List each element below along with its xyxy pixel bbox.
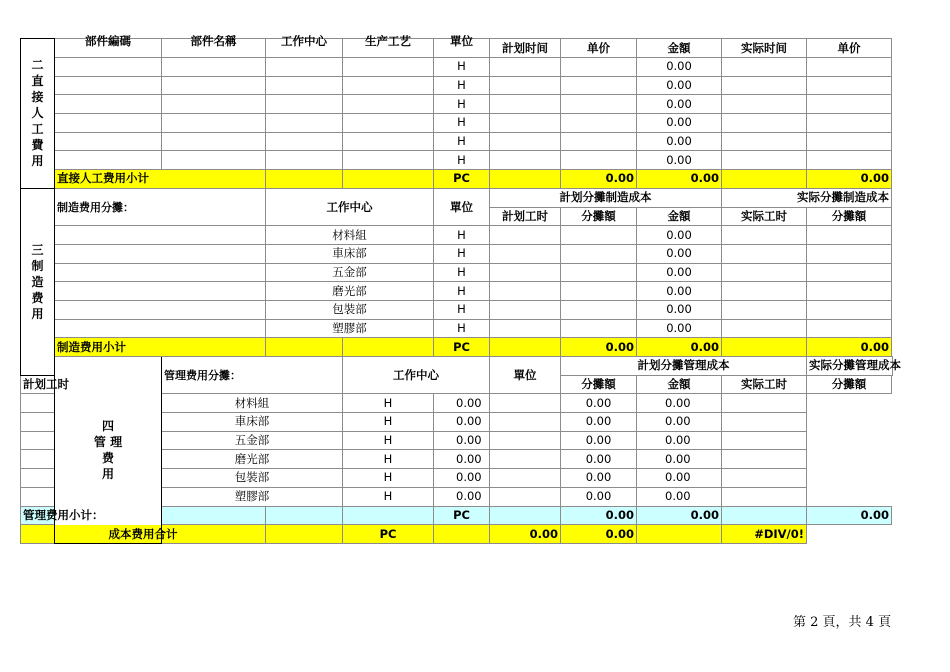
mfg-work-center-cell[interactable]: 材料組 [266, 226, 434, 245]
mgmt-actual-hours-header[interactable]: 实际工时 [722, 375, 807, 394]
mgmt-allocation-cell[interactable] [490, 487, 561, 506]
mfg-amount-cell[interactable]: 0.00 [637, 282, 722, 301]
mgmt-actual-allocation-header[interactable]: 分攤額 [807, 375, 892, 394]
mgmt-plan-hours-cell[interactable]: 0.00 [434, 469, 490, 488]
mfg-amount-cell[interactable]: 0.00 [637, 319, 722, 338]
mfg-allocation-cell[interactable] [561, 226, 637, 245]
mfg-row [21, 300, 893, 319]
mgmt-subtotal-blank[interactable] [343, 506, 434, 525]
mfg-label-header[interactable]: 制造费用分攤： [55, 188, 266, 225]
mgmt-amount-cell[interactable]: 0.00 [561, 469, 637, 488]
mgmt-blank-cell[interactable] [21, 450, 162, 469]
mfg-plan-hours-cell[interactable] [490, 263, 561, 282]
mgmt-row [21, 431, 893, 450]
mgmt-subtotal-allocation[interactable]: 0.00 [561, 506, 637, 525]
mgmt-subtotal-label[interactable]: 管理费用小计： [21, 506, 55, 525]
mfg-actual-allocation-header[interactable]: 分攤額 [807, 207, 892, 226]
labor-subtotal-actual-time[interactable] [722, 170, 807, 189]
actual-unit-price-cell[interactable] [807, 132, 892, 151]
mgmt-row [21, 394, 893, 413]
mfg-plan-hours-cell[interactable] [490, 282, 561, 301]
labor-subtotal-unit-price[interactable]: 0.00 [561, 170, 637, 189]
mfg-row [21, 263, 893, 282]
unit-price-header[interactable]: 单价 [561, 39, 637, 58]
labor-cell[interactable] [266, 114, 343, 133]
mgmt-actual-hours-cell[interactable]: 0.00 [637, 431, 722, 450]
mfg-blank-cell[interactable] [55, 319, 266, 338]
mfg-actual-allocation-cell[interactable] [807, 319, 892, 338]
unit-cell[interactable]: H [434, 132, 490, 151]
mfg-row [21, 319, 893, 338]
mgmt-actual-allocation-cell[interactable] [722, 487, 807, 506]
mgmt-allocation-cell[interactable] [490, 450, 561, 469]
mfg-amount-cell[interactable]: 0.00 [637, 263, 722, 282]
mgmt-plan-group-header[interactable]: 計划分攤管理成本 [561, 357, 807, 376]
unit-cell[interactable]: H [434, 151, 490, 170]
mgmt-amount-cell[interactable]: 0.00 [561, 450, 637, 469]
mfg-actual-hours-cell[interactable] [722, 300, 807, 319]
cost-sheet-table [20, 34, 901, 544]
amount-cell[interactable]: 0.00 [637, 132, 722, 151]
grand-total-label[interactable]: 成本费用合计 [21, 525, 266, 544]
mgmt-row [21, 413, 893, 432]
mgmt-work-center-cell[interactable]: 五金部 [162, 431, 343, 450]
mgmt-work-center-cell[interactable]: 包裝部 [162, 469, 343, 488]
mfg-actual-allocation-cell[interactable] [807, 282, 892, 301]
actual-time-cell[interactable] [722, 114, 807, 133]
mgmt-amount-cell[interactable]: 0.00 [561, 487, 637, 506]
process-header[interactable]: 生产工艺 [343, 39, 434, 58]
mgmt-row [21, 469, 893, 488]
mfg-subtotal-unit[interactable]: PC [434, 338, 490, 357]
mfg-plan-hours-cell[interactable] [490, 319, 561, 338]
grand-total-blank[interactable] [266, 525, 343, 544]
mfg-subtotal-blank[interactable] [266, 338, 343, 357]
mgmt-row [21, 450, 893, 469]
labor-cell[interactable] [266, 76, 343, 95]
mgmt-unit-header[interactable]: 單位 [490, 357, 561, 394]
actual-time-cell[interactable] [722, 76, 807, 95]
labor-subtotal-amount[interactable]: 0.00 [637, 170, 722, 189]
mfg-unit-cell[interactable]: H [434, 263, 490, 282]
mgmt-blank-cell[interactable] [21, 394, 162, 413]
labor-cell[interactable] [343, 132, 434, 151]
actual-time-cell[interactable] [722, 58, 807, 77]
mgmt-actual-hours-cell[interactable]: 0.00 [637, 450, 722, 469]
mgmt-allocation-cell[interactable] [490, 431, 561, 450]
mgmt-subtotal-actual-allocation[interactable]: 0.00 [807, 506, 892, 525]
mgmt-work-center-cell[interactable]: 車床部 [162, 413, 343, 432]
plan-time-cell[interactable] [490, 58, 561, 77]
mgmt-allocation-cell[interactable] [490, 413, 561, 432]
mfg-allocation-cell[interactable] [561, 319, 637, 338]
mgmt-actual-allocation-cell[interactable] [722, 394, 807, 413]
mfg-allocation-cell[interactable] [561, 263, 637, 282]
mfg-amount-cell[interactable]: 0.00 [637, 300, 722, 319]
labor-row [21, 151, 893, 170]
mgmt-label-header[interactable]: 管理费用分攤： [162, 357, 343, 394]
labor-cell[interactable] [266, 151, 343, 170]
mgmt-actual-allocation-cell[interactable] [722, 413, 807, 432]
amount-header[interactable]: 金額 [637, 39, 722, 58]
mfg-subtotal-row [21, 338, 893, 357]
mfg-allocation-header[interactable]: 分攤額 [561, 207, 637, 226]
mfg-plan-hours-cell[interactable] [490, 300, 561, 319]
mfg-actual-allocation-cell[interactable] [807, 300, 892, 319]
mgmt-blank-cell[interactable] [21, 431, 162, 450]
plan-time-cell[interactable] [490, 95, 561, 114]
mgmt-actual-hours-cell[interactable]: 0.00 [637, 469, 722, 488]
labor-subtotal-blank[interactable] [343, 170, 434, 189]
labor-cell[interactable] [162, 114, 266, 133]
mgmt-amount-cell[interactable]: 0.00 [561, 394, 637, 413]
plan-time-cell[interactable] [490, 114, 561, 133]
grand-total-actual-allocation[interactable]: #DIV/0! [722, 525, 807, 544]
mfg-unit-cell[interactable]: H [434, 226, 490, 245]
mfg-work-center-cell[interactable]: 車床部 [266, 244, 434, 263]
actual-time-cell[interactable] [722, 151, 807, 170]
mgmt-plan-hours-cell[interactable]: 0.00 [434, 450, 490, 469]
labor-cell[interactable] [266, 95, 343, 114]
mgmt-actual-allocation-cell[interactable] [722, 450, 807, 469]
mfg-plan-hours-cell[interactable] [490, 226, 561, 245]
mfg-work-center-cell[interactable]: 包裝部 [266, 300, 434, 319]
grand-total-plan-allocation[interactable]: 0.00 [490, 525, 561, 544]
mfg-actual-hours-header[interactable]: 实际工时 [722, 207, 807, 226]
mfg-unit-cell[interactable]: H [434, 319, 490, 338]
mfg-row [21, 226, 893, 245]
mgmt-actual-group-header[interactable]: 实际分攤管理成本 [807, 357, 893, 376]
mgmt-subtotal-blank[interactable] [162, 506, 266, 525]
mfg-unit-cell[interactable]: H [434, 244, 490, 263]
mfg-amount-cell[interactable]: 0.00 [637, 226, 722, 245]
labor-subtotal-plan-time[interactable] [490, 170, 561, 189]
labor-section-label: 二 直 接 人 工 費 用 [21, 39, 55, 189]
unit-header[interactable]: 單位 [434, 39, 490, 58]
mfg-allocation-cell[interactable] [561, 282, 637, 301]
labor-cell[interactable] [55, 95, 162, 114]
mfg-plan-hours-header[interactable]: 計划工时 [490, 207, 561, 226]
labor-cell[interactable] [343, 95, 434, 114]
labor-cell[interactable] [55, 76, 162, 95]
mfg-work-center-header[interactable]: 工作中心 [266, 188, 434, 225]
labor-cell[interactable] [55, 151, 162, 170]
grand-total-plan-hours[interactable] [434, 525, 490, 544]
mgmt-work-center-cell[interactable]: 材料組 [162, 394, 343, 413]
labor-cell[interactable] [343, 151, 434, 170]
labor-cell[interactable] [55, 114, 162, 133]
mfg-row [21, 282, 893, 301]
mgmt-unit-cell[interactable]: H [343, 450, 434, 469]
plan-time-header[interactable]: 計划时间 [490, 39, 561, 58]
labor-row [21, 76, 893, 95]
grand-total-plan-amount[interactable]: 0.00 [561, 525, 637, 544]
amount-cell[interactable]: 0.00 [637, 58, 722, 77]
actual-unit-price-cell[interactable] [807, 58, 892, 77]
labor-row [21, 58, 893, 77]
mfg-blank-cell[interactable] [55, 263, 266, 282]
mfg-blank-cell[interactable] [55, 282, 266, 301]
mfg-plan-group-header[interactable]: 計划分攤制造成本 [490, 188, 722, 207]
actual-unit-price-cell[interactable] [807, 151, 892, 170]
mgmt-unit-cell[interactable]: H [343, 431, 434, 450]
amount-cell[interactable]: 0.00 [637, 95, 722, 114]
mfg-actual-hours-cell[interactable] [722, 282, 807, 301]
labor-cell[interactable] [343, 58, 434, 77]
mgmt-unit-cell[interactable]: H [343, 394, 434, 413]
amount-cell[interactable]: 0.00 [637, 114, 722, 133]
mfg-subtotal-amount[interactable]: 0.00 [637, 338, 722, 357]
mgmt-section-label: 四 管 理 费 用 [55, 357, 162, 544]
amount-cell[interactable]: 0.00 [637, 151, 722, 170]
mfg-allocation-cell[interactable] [561, 244, 637, 263]
unit-price-cell[interactable] [561, 58, 637, 77]
mgmt-plan-hours-cell[interactable]: 0.00 [434, 413, 490, 432]
labor-cell[interactable] [266, 132, 343, 151]
unit-cell[interactable]: H [434, 114, 490, 133]
labor-cell[interactable] [162, 151, 266, 170]
mgmt-subtotal-plan-hours[interactable] [490, 506, 561, 525]
unit-cell[interactable]: H [434, 76, 490, 95]
unit-price-cell[interactable] [561, 76, 637, 95]
mfg-amount-header[interactable]: 金額 [637, 207, 722, 226]
actual-time-header[interactable]: 实际时间 [722, 39, 807, 58]
mgmt-header-row-1 [21, 357, 893, 376]
mgmt-actual-hours-cell[interactable]: 0.00 [637, 394, 722, 413]
labor-subtotal-actual-unit-price[interactable]: 0.00 [807, 170, 892, 189]
mfg-unit-header[interactable]: 單位 [434, 188, 490, 225]
mgmt-amount-header[interactable]: 金額 [637, 375, 722, 394]
mgmt-work-center-cell[interactable]: 塑膠部 [162, 487, 343, 506]
mgmt-blank-cell[interactable] [21, 469, 162, 488]
unit-cell[interactable]: H [434, 95, 490, 114]
labor-row [21, 95, 893, 114]
mfg-subtotal-actual-allocation[interactable]: 0.00 [807, 338, 892, 357]
mfg-subtotal-plan-hours[interactable] [490, 338, 561, 357]
mgmt-work-center-cell[interactable]: 磨光部 [162, 450, 343, 469]
grand-total-unit[interactable]: PC [343, 525, 434, 544]
mgmt-unit-cell[interactable]: H [343, 487, 434, 506]
labor-subtotal-unit[interactable]: PC [434, 170, 490, 189]
mfg-blank-cell[interactable] [55, 226, 266, 245]
mgmt-actual-hours-cell[interactable]: 0.00 [637, 487, 722, 506]
mgmt-amount-cell[interactable]: 0.00 [561, 431, 637, 450]
labor-header-row-1 [21, 39, 893, 45]
mgmt-actual-allocation-cell[interactable] [722, 431, 807, 450]
plan-time-cell[interactable] [490, 132, 561, 151]
mgmt-allocation-header[interactable]: 分攤額 [561, 375, 637, 394]
mfg-actual-hours-cell[interactable] [722, 263, 807, 282]
mfg-unit-cell[interactable]: H [434, 282, 490, 301]
grand-total-actual-hours[interactable] [637, 525, 722, 544]
mgmt-row [21, 487, 893, 506]
labor-cell[interactable] [343, 76, 434, 95]
mfg-subtotal-label[interactable]: 制造费用小计 [55, 338, 266, 357]
mgmt-plan-hours-cell[interactable]: 0.00 [434, 487, 490, 506]
mfg-actual-allocation-cell[interactable] [807, 226, 892, 245]
labor-cell[interactable] [162, 132, 266, 151]
mfg-subtotal-allocation[interactable]: 0.00 [561, 338, 637, 357]
mgmt-unit-cell[interactable]: H [343, 413, 434, 432]
mgmt-blank-cell[interactable] [21, 413, 162, 432]
labor-subtotal-label[interactable]: 直接人工费用小计 [55, 170, 266, 189]
mfg-row [21, 244, 893, 263]
mgmt-plan-hours-cell[interactable]: 0.00 [434, 431, 490, 450]
unit-price-cell[interactable] [561, 132, 637, 151]
labor-subtotal-blank[interactable] [266, 170, 343, 189]
mfg-plan-hours-cell[interactable] [490, 244, 561, 263]
labor-row [21, 132, 893, 151]
unit-price-cell[interactable] [561, 95, 637, 114]
mgmt-work-center-header[interactable]: 工作中心 [343, 357, 490, 394]
mfg-blank-cell[interactable] [55, 300, 266, 319]
actual-unit-price-cell[interactable] [807, 76, 892, 95]
plan-time-cell[interactable] [490, 151, 561, 170]
labor-subtotal-row [21, 170, 893, 189]
mfg-amount-cell[interactable]: 0.00 [637, 244, 722, 263]
mgmt-plan-hours-header[interactable]: 計划工时 [21, 375, 55, 394]
unit-cell[interactable]: H [434, 58, 490, 77]
labor-row [21, 114, 893, 133]
mgmt-allocation-cell[interactable] [490, 469, 561, 488]
mgmt-subtotal-actual-hours[interactable] [722, 506, 807, 525]
unit-price-cell[interactable] [561, 151, 637, 170]
mgmt-unit-cell[interactable]: H [343, 469, 434, 488]
labor-cell[interactable] [55, 132, 162, 151]
unit-price-cell[interactable] [561, 114, 637, 133]
mfg-unit-cell[interactable]: H [434, 300, 490, 319]
mfg-actual-allocation-cell[interactable] [807, 244, 892, 263]
mfg-subtotal-blank[interactable] [343, 338, 434, 357]
mgmt-subtotal-blank[interactable] [266, 506, 343, 525]
mgmt-allocation-cell[interactable] [490, 394, 561, 413]
mfg-work-center-cell[interactable]: 五金部 [266, 263, 434, 282]
actual-time-cell[interactable] [722, 132, 807, 151]
labor-cell[interactable] [266, 58, 343, 77]
mfg-actual-group-header[interactable]: 实际分攤制造成本 [722, 188, 892, 207]
mgmt-subtotal-unit[interactable]: PC [434, 506, 490, 525]
actual-unit-price-header[interactable]: 单价 [807, 39, 892, 58]
page-number-footer: 第 2 頁，共 4 頁 [793, 615, 892, 630]
mfg-allocation-cell[interactable] [561, 300, 637, 319]
mgmt-amount-cell[interactable]: 0.00 [561, 413, 637, 432]
labor-cell[interactable] [343, 114, 434, 133]
part-name-header[interactable]: 部件名稱 [162, 39, 266, 58]
mfg-actual-allocation-cell[interactable] [807, 263, 892, 282]
mfg-subtotal-actual-hours[interactable] [722, 338, 807, 357]
grand-total-row [21, 525, 893, 544]
mgmt-actual-allocation-cell[interactable] [722, 469, 807, 488]
actual-unit-price-cell[interactable] [807, 114, 892, 133]
mgmt-subtotal-amount[interactable]: 0.00 [637, 506, 722, 525]
labor-cell[interactable] [162, 95, 266, 114]
mfg-blank-cell[interactable] [55, 244, 266, 263]
mfg-actual-hours-cell[interactable] [722, 244, 807, 263]
mfg-header-row-1 [21, 188, 893, 207]
mgmt-actual-hours-cell[interactable]: 0.00 [637, 413, 722, 432]
part-code-header[interactable]: 部件編碼 [55, 39, 162, 58]
mgmt-plan-hours-cell[interactable]: 0.00 [434, 394, 490, 413]
mfg-actual-hours-cell[interactable] [722, 319, 807, 338]
amount-cell[interactable]: 0.00 [637, 76, 722, 95]
mfg-work-center-cell[interactable]: 塑膠部 [266, 319, 434, 338]
mfg-work-center-cell[interactable]: 磨光部 [266, 282, 434, 301]
mfg-section-label: 三 制 造 费 用 [21, 188, 55, 375]
actual-unit-price-cell[interactable] [807, 95, 892, 114]
work-center-header[interactable]: 工作中心 [266, 39, 343, 58]
actual-time-cell[interactable] [722, 95, 807, 114]
mgmt-blank-cell[interactable] [21, 487, 162, 506]
labor-cell[interactable] [162, 76, 266, 95]
labor-cell[interactable] [162, 58, 266, 77]
labor-cell[interactable] [55, 58, 162, 77]
mfg-actual-hours-cell[interactable] [722, 226, 807, 245]
plan-time-cell[interactable] [490, 76, 561, 95]
